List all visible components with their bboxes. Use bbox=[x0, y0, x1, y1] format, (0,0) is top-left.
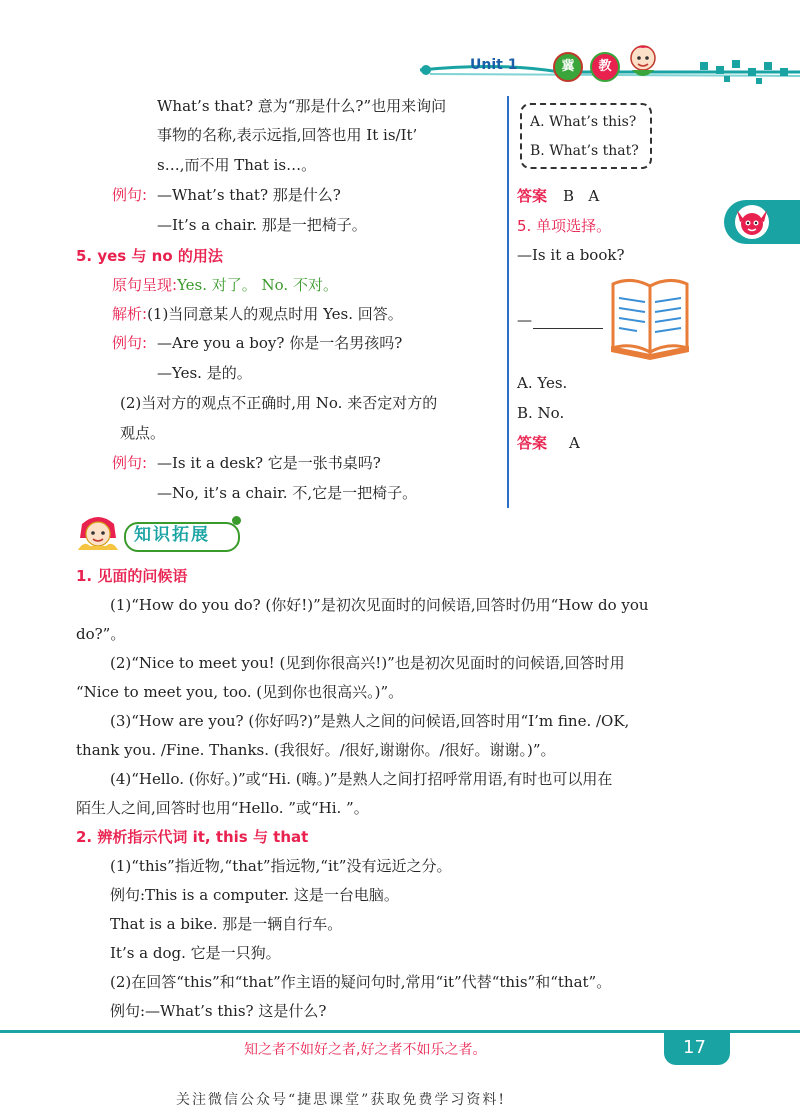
example-label: 例句: bbox=[112, 334, 148, 352]
answer-label: 答案 bbox=[517, 187, 548, 205]
example-line: —It’s a chair. 那是一把椅子。 bbox=[157, 216, 367, 234]
paragraph-line: (3)“How are you? (你好吗?)”是熟人之间的问候语,回答时用“I’m fine. /OK, bbox=[110, 712, 630, 730]
analysis-line: 观点。 bbox=[120, 424, 166, 442]
column-divider bbox=[507, 96, 509, 508]
analysis-line bbox=[112, 304, 403, 324]
answer-label: 答案 bbox=[517, 434, 548, 452]
answer-blank-dash: — bbox=[517, 311, 532, 329]
left-text-line: What’s that? 意为“那是什么?”也用来询问 bbox=[157, 97, 447, 115]
paragraph-line: thank you. /Fine. Thanks. (我很好。/很好,谢谢你。/很好。谢谢。)”。 bbox=[76, 741, 556, 759]
paragraph-line: (2)“Nice to meet you! (见到你很高兴!)”也是初次见面时的问候语,回答时用 bbox=[110, 654, 625, 672]
question-title: 5. 单项选择。 bbox=[517, 217, 612, 235]
option-a: A. What’s this? bbox=[530, 114, 637, 130]
option-b: B. What’s that? bbox=[530, 143, 639, 159]
paragraph-line: That is a bike. 那是一辆自行车。 bbox=[110, 915, 343, 933]
question-line: —Is it a book? bbox=[517, 246, 625, 264]
option-b: B. No. bbox=[517, 404, 565, 422]
answer-value: A bbox=[569, 434, 580, 452]
example-label: 例句: bbox=[112, 454, 148, 472]
original-text: Yes. 对了。 No. 不对。 bbox=[177, 276, 338, 294]
example-line: —No, it’s a chair. 不,它是一把椅子。 bbox=[157, 484, 418, 502]
book-icon bbox=[605, 276, 695, 360]
paragraph-line: 陌生人之间,回答时也用“Hello. ”或“Hi. ”。 bbox=[76, 799, 369, 817]
original-sentence bbox=[112, 275, 338, 295]
answer-value: B A bbox=[563, 187, 600, 205]
section-heading: 1. 见面的问候语 bbox=[76, 567, 188, 585]
page-number: 17 bbox=[683, 1037, 706, 1058]
analysis-label: 解析: bbox=[112, 305, 148, 323]
original-label: 原句呈现: bbox=[112, 276, 178, 294]
badge-ji: 冀 bbox=[553, 52, 583, 82]
paragraph-line: 例句:This is a computer. 这是一台电脑。 bbox=[110, 886, 399, 904]
answer-blank-line bbox=[533, 328, 603, 329]
header-decoration bbox=[0, 0, 800, 100]
paragraph-line: “Nice to meet you, too. (见到你也很高兴。)”。 bbox=[76, 683, 404, 701]
left-text-line: 事物的名称,表示远指,回答也用 It is/It’ bbox=[157, 126, 418, 144]
header-bar bbox=[0, 0, 800, 100]
paragraph-line: 例句:—What’s this? 这是什么? bbox=[110, 1002, 327, 1020]
badge-jiao: 教 bbox=[590, 52, 620, 82]
footer-motto: 知之者不如好之者,好之者不如乐之者。 bbox=[244, 1042, 487, 1058]
paragraph-line: (4)“Hello. (你好。)”或“Hi. (嗨。)”是熟人之间打招呼常用语,有时也可以用在 bbox=[110, 770, 613, 788]
option-a: A. Yes. bbox=[517, 374, 568, 392]
banner-dot bbox=[232, 516, 241, 525]
paragraph-line: do?”。 bbox=[76, 625, 126, 643]
unit-label: Unit 1 bbox=[470, 57, 518, 73]
mascot-girl-icon bbox=[618, 34, 668, 84]
section-heading: 5. yes 与 no 的用法 bbox=[76, 247, 223, 265]
footer-note: 关注微信公众号“捷思课堂”获取免费学习资料! bbox=[176, 1092, 506, 1108]
example-label: 例句: bbox=[112, 186, 148, 204]
paragraph-line: (1)“this”指近物,“that”指远物,“it”没有远近之分。 bbox=[110, 857, 452, 875]
section-heading: 2. 辨析指示代词 it, this 与 that bbox=[76, 828, 309, 846]
analysis-text: (1)当同意某人的观点时用 Yes. 回答。 bbox=[147, 305, 403, 323]
fox-mascot-icon bbox=[732, 202, 772, 242]
example-line: —What’s that? 那是什么? bbox=[157, 186, 341, 204]
example-line: —Is it a desk? 它是一张书桌吗? bbox=[157, 454, 381, 472]
left-text-line: s…,而不用 That is…。 bbox=[157, 156, 317, 174]
banner-girl-icon bbox=[72, 510, 124, 558]
banner-title: 知识拓展 bbox=[134, 525, 210, 545]
analysis-line: (2)当对方的观点不正确时,用 No. 来否定对方的 bbox=[120, 394, 438, 412]
paragraph-line: It’s a dog. 它是一只狗。 bbox=[110, 944, 281, 962]
paragraph-line: (2)在回答“this”和“that”作主语的疑问句时,常用“it”代替“this”和“that”。 bbox=[110, 973, 612, 991]
paragraph-line: (1)“How do you do? (你好!)”是初次见面时的问候语,回答时仍用“How do you bbox=[110, 596, 649, 614]
example-line: —Are you a boy? 你是一名男孩吗? bbox=[157, 334, 403, 352]
example-line: —Yes. 是的。 bbox=[157, 364, 252, 382]
